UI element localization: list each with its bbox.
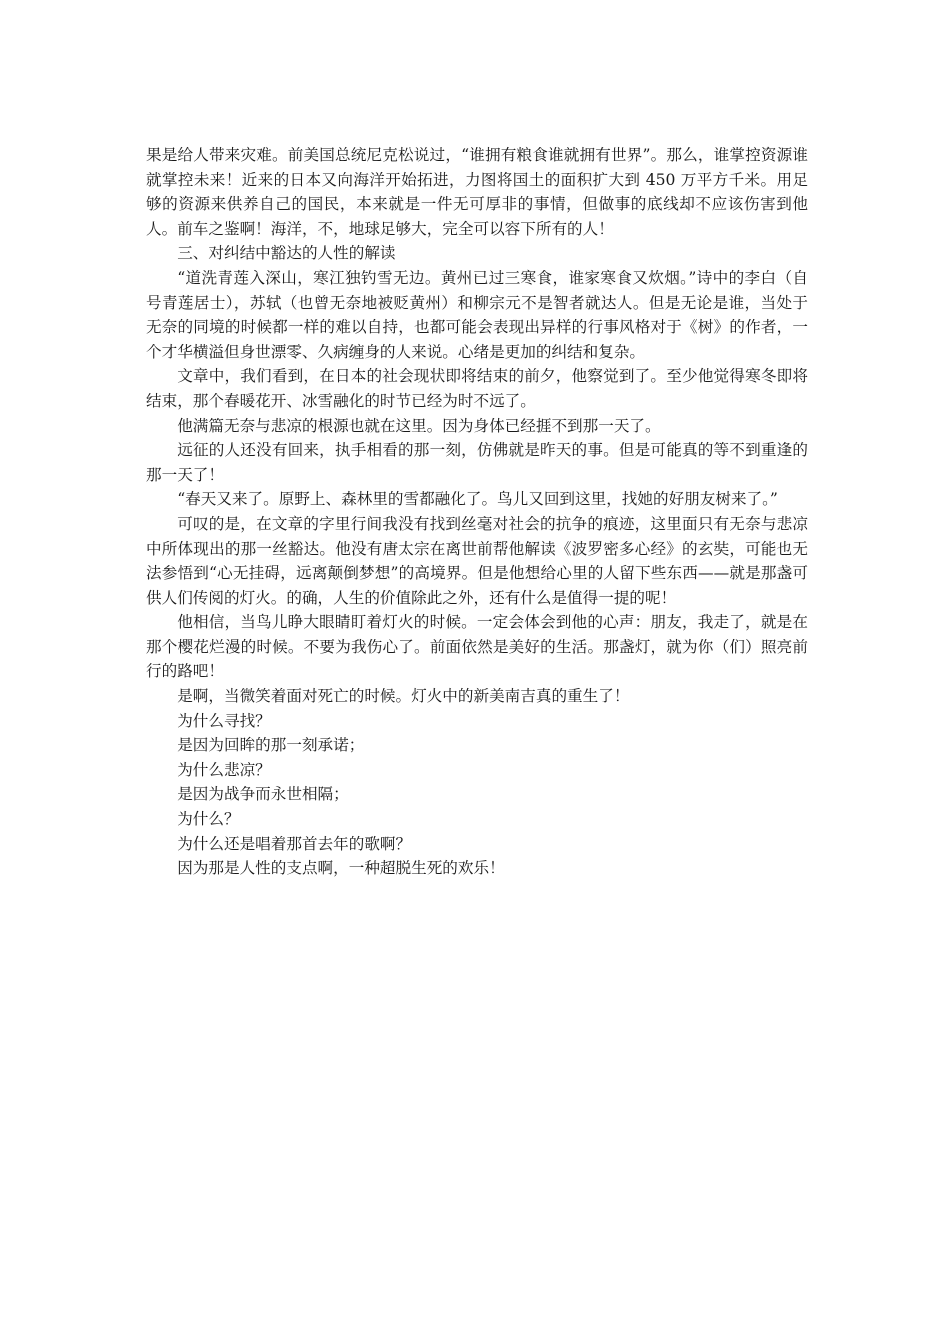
paragraph-reborn: 是啊，当微笑着面对死亡的时候。灯火中的新美南吉真的重生了！ [177, 687, 630, 706]
verse-line: 为什么悲凉？ [177, 760, 271, 779]
paragraph-resources: 果是给人带来灾难。前美国总统尼克松说过，“谁拥有粮食谁就拥有世界”。那么，谁掌控资源谁就掌控未来！近来的日本又向海洋开始拓进，力图将国土的面积扩大到 450 万平方千米。用足够的资源来供养自己的国民，本来就是一件无可厚非的事情，但做事的底线却不应该伤害到他人。前车之鉴啊！海洋，不，地球足够大，完全可以容下所有的人！ [146, 146, 808, 238]
paragraph-winter-ending: 文章中，我们看到，在日本的社会现状即将结束的前夕，他察觉到了。至少他觉得寒冬即将结束，那个春暖花开、冰雪融化的时节已经为时不远了。 [146, 367, 808, 410]
paragraph-spring-quote: “春天又来了。原野上、森林里的雪都融化了。鸟儿又回到这里，找她的好朋友树来了。” [177, 490, 778, 509]
verse-line: 是因为战争而永世相隔； [177, 785, 349, 804]
verse-line: 是因为回眸的那一刻承诺； [177, 736, 365, 755]
paragraph-bird-believes: 他相信，当鸟儿睁大眼睛盯着灯火的时候。一定会体会到他的心声：朋友，我走了，就是在那个樱花烂漫的时候。不要为我伤心了。前面依然是美好的生活。那盏灯，就为你（们）照亮前行的路吧！ [146, 613, 808, 681]
verse-line: 因为那是人性的支点啊，一种超脱生死的欢乐！ [177, 859, 505, 878]
paragraph-root-of-sorrow: 他满篇无奈与悲凉的根源也就在这里。因为身体已经捱不到那一天了。 [177, 416, 661, 435]
verse-line: 为什么寻找？ [177, 711, 271, 730]
verse-line: 为什么？ [177, 810, 240, 829]
verse-line: 为什么还是唱着那首去年的歌啊？ [177, 834, 412, 853]
section-heading-3: 三、对纠结中豁达的人性的解读 [177, 244, 396, 263]
document-body [146, 143, 808, 881]
paragraph-reunion: 远征的人还没有回来，执手相看的那一刻，仿佛就是昨天的事。但是可能真的等不到重逢的那一天了！ [146, 441, 808, 484]
paragraph-poem: “道洗青莲入深山，寒江独钓雪无边。黄州已过三寒食，谁家寒食又炊烟。”诗中的李白（自号青莲居士），苏轼（也曾无奈地被贬黄州）和柳宗元不是智者就达人。但是无论是谁，当处于无奈的同境的时候都一样的难以自持，也都可能会表现出异样的行事风格对于《树》的作者，一个才华横溢但身世漂零、久病缠身的人来说。心绪是更加的纠结和复杂。 [146, 268, 808, 361]
paragraph-lamp: 可叹的是，在文章的字里行间我没有找到丝毫对社会的抗争的痕迹，这里面只有无奈与悲凉中所体现出的那一丝豁达。他没有唐太宗在离世前帮他解读《波罗密多心经》的玄奘，可能也无法参悟到“心无挂碍，远离颠倒梦想”的高境界。但是他想给心里的人留下些东西——就是那盏可供人们传阅的灯火。的确，人生的价值除此之外，还有什么是值得一提的呢！ [146, 514, 808, 607]
